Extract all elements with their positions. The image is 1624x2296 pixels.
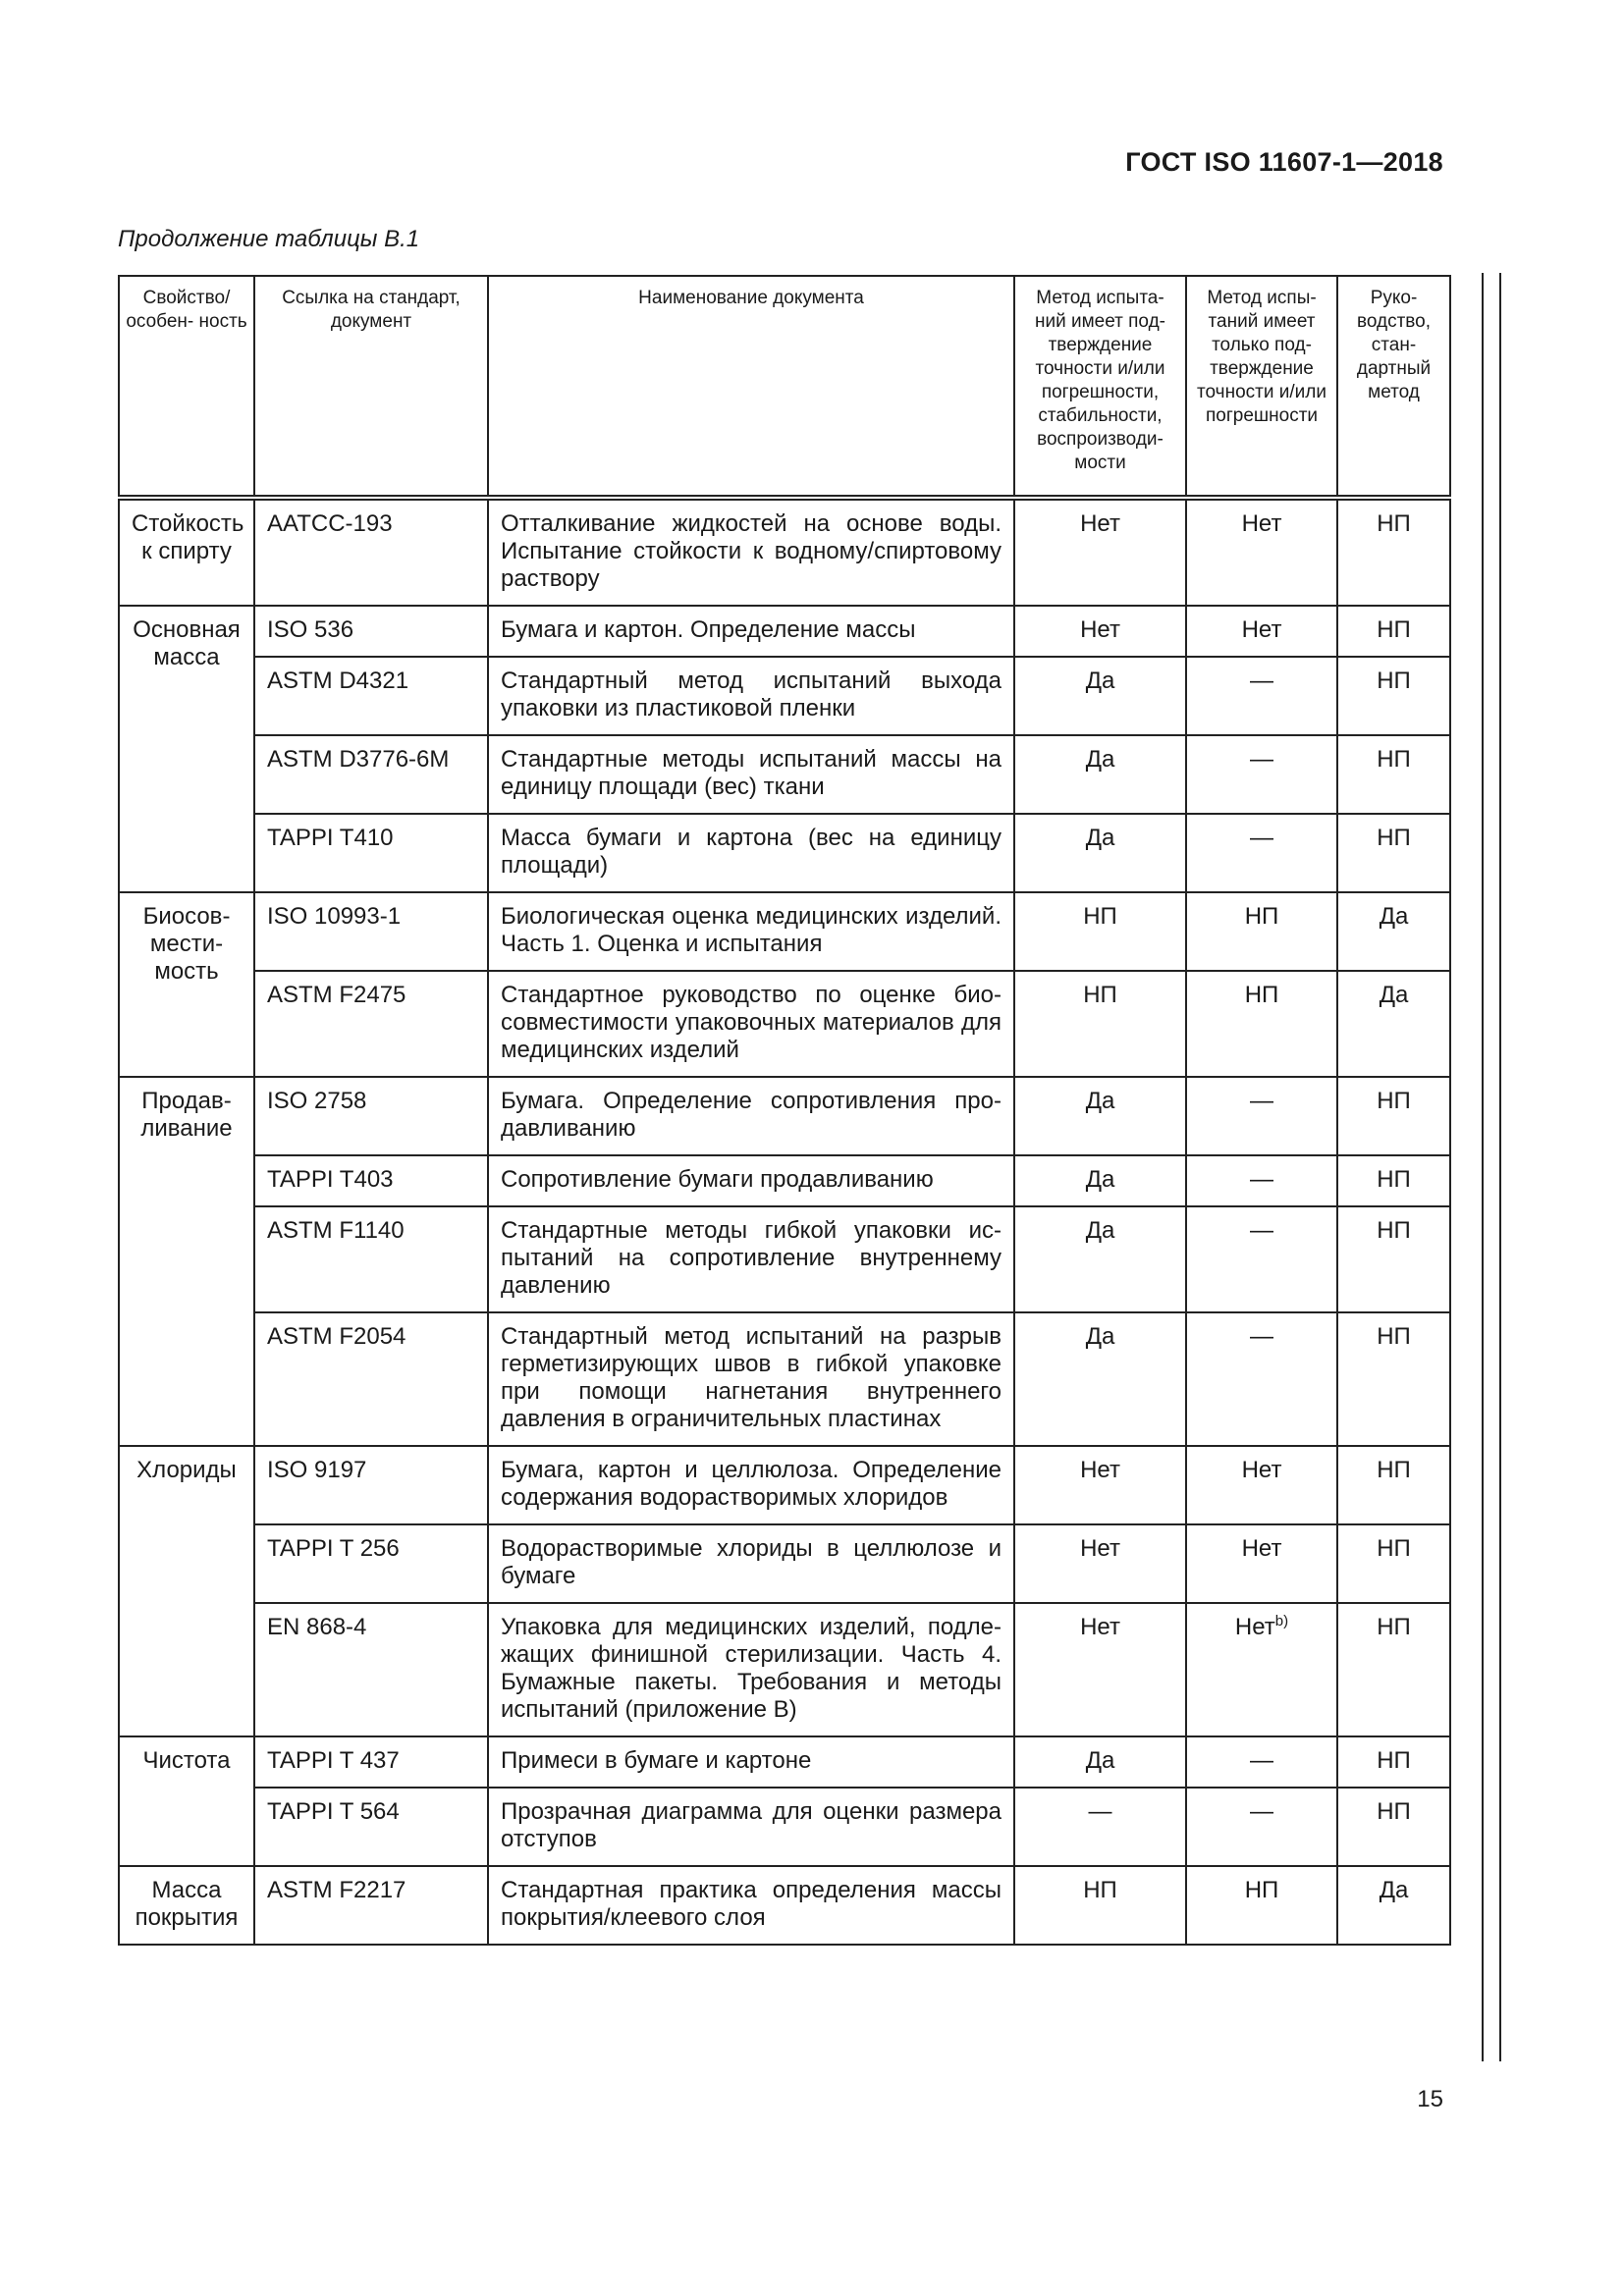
guide-method-cell: НП bbox=[1337, 814, 1450, 892]
table-row bbox=[119, 657, 1450, 735]
precision-only-cell bbox=[1186, 1788, 1337, 1866]
full-validation-cell: Да bbox=[1014, 735, 1186, 814]
standard-reference-cell: TAPPI T 256 bbox=[254, 1524, 488, 1603]
precision-only-value: НП bbox=[1244, 1877, 1279, 1903]
column-header-guide: Руко- водство, стан- дартный метод bbox=[1337, 276, 1450, 498]
guide-method-cell: НП bbox=[1337, 1788, 1450, 1866]
document-name-cell: Примеси в бумаге и картоне bbox=[488, 1736, 1014, 1788]
document-name-cell: Стандартные методы гибкой упаковки испытаний на сопротивление внутреннему давлению bbox=[488, 1206, 1014, 1312]
table-row bbox=[119, 1312, 1450, 1446]
footnote-marker: b) bbox=[1274, 1613, 1289, 1629]
guide-method-cell: НП bbox=[1337, 1446, 1450, 1524]
column-header-full-validation: Метод испыта- ний имеет под- тверждение точности и/или погрешности, стабильности, воспроизводи- мости bbox=[1014, 276, 1186, 498]
precision-only-value: — bbox=[1250, 825, 1273, 851]
precision-only-value: НП bbox=[1244, 903, 1279, 930]
precision-only-cell bbox=[1186, 1206, 1337, 1312]
document-name-cell: Стандартное руководство по оценке биосовместимости упаковочных материалов для медицинских изделий bbox=[488, 971, 1014, 1077]
full-validation-cell: — bbox=[1014, 1788, 1186, 1866]
table-row bbox=[119, 814, 1450, 892]
standard-reference-cell: TAPPI T 564 bbox=[254, 1788, 488, 1866]
table-header-row bbox=[119, 276, 1450, 498]
full-validation-cell: НП bbox=[1014, 1866, 1186, 1945]
property-cell: Стойкость к спирту bbox=[119, 498, 254, 606]
standard-reference-cell: ASTM F2054 bbox=[254, 1312, 488, 1446]
full-validation-cell: Да bbox=[1014, 1077, 1186, 1155]
property-cell: Продавливание bbox=[119, 1077, 254, 1446]
table-row bbox=[119, 971, 1450, 1077]
column-header-document-name: Наименование документа bbox=[488, 276, 1014, 498]
precision-only-value: НП bbox=[1244, 982, 1279, 1008]
precision-only-cell bbox=[1186, 657, 1337, 735]
margin-rule-left bbox=[1482, 273, 1484, 2061]
table-row bbox=[119, 1603, 1450, 1736]
document-name-cell: Отталкивание жидкостей на основе воды. Испытание стойкости к водному/спиртовому раствору bbox=[488, 498, 1014, 606]
document-name-cell: Водорастворимые хлориды в целлюлозе и бумаге bbox=[488, 1524, 1014, 1603]
document-name-cell: Прозрачная диаграмма для оценки размера отступов bbox=[488, 1788, 1014, 1866]
standard-reference-cell: AATCC-193 bbox=[254, 498, 488, 606]
precision-only-cell bbox=[1186, 971, 1337, 1077]
precision-only-value: Нет bbox=[1241, 1457, 1282, 1483]
guide-method-cell: НП bbox=[1337, 1155, 1450, 1206]
standard-designation: ГОСТ ISO 11607-1—2018 bbox=[1125, 147, 1443, 177]
full-validation-cell: Нет bbox=[1014, 606, 1186, 657]
precision-only-cell bbox=[1186, 606, 1337, 657]
table-row bbox=[119, 1446, 1450, 1524]
table-row bbox=[119, 892, 1450, 971]
document-name-cell: Биологическая оценка медицинских изделий. Часть 1. Оценка и испытания bbox=[488, 892, 1014, 971]
page-number: 15 bbox=[1417, 2086, 1443, 2112]
precision-only-cell bbox=[1186, 1155, 1337, 1206]
full-validation-cell: Да bbox=[1014, 1206, 1186, 1312]
document-name-cell: Стандартная практика определения массы покрытия/клеевого слоя bbox=[488, 1866, 1014, 1945]
standard-reference-cell: TAPPI T410 bbox=[254, 814, 488, 892]
precision-only-value: — bbox=[1250, 1798, 1273, 1825]
precision-only-value: — bbox=[1250, 667, 1273, 694]
property-cell: Хлориды bbox=[119, 1446, 254, 1736]
table-row bbox=[119, 606, 1450, 657]
precision-only-cell bbox=[1186, 735, 1337, 814]
guide-method-cell: НП bbox=[1337, 1206, 1450, 1312]
standard-reference-cell: ASTM D3776-6M bbox=[254, 735, 488, 814]
document-name-cell: Стандартный метод испытаний на разрыв герметизирующих швов в гибкой упаковке при помощи нагнетания внутреннего давления в ограничительных пластинах bbox=[488, 1312, 1014, 1446]
precision-only-value: Нет bbox=[1241, 510, 1282, 537]
precision-only-cell bbox=[1186, 1736, 1337, 1788]
precision-only-cell bbox=[1186, 892, 1337, 971]
table-row bbox=[119, 1077, 1450, 1155]
precision-only-cell bbox=[1186, 1446, 1337, 1524]
guide-method-cell: НП bbox=[1337, 1603, 1450, 1736]
full-validation-cell: НП bbox=[1014, 892, 1186, 971]
guide-method-cell: Да bbox=[1337, 892, 1450, 971]
table-row bbox=[119, 735, 1450, 814]
precision-only-cell bbox=[1186, 1524, 1337, 1603]
guide-method-cell: НП bbox=[1337, 1077, 1450, 1155]
full-validation-cell: Да bbox=[1014, 814, 1186, 892]
full-validation-cell: Нет bbox=[1014, 1603, 1186, 1736]
guide-method-cell: НП bbox=[1337, 606, 1450, 657]
precision-only-value: Нет bbox=[1234, 1614, 1275, 1640]
standard-reference-cell: ASTM D4321 bbox=[254, 657, 488, 735]
precision-only-cell bbox=[1186, 1077, 1337, 1155]
standard-reference-cell: ISO 9197 bbox=[254, 1446, 488, 1524]
guide-method-cell: НП bbox=[1337, 657, 1450, 735]
precision-only-cell bbox=[1186, 1603, 1337, 1736]
standard-reference-cell: ASTM F1140 bbox=[254, 1206, 488, 1312]
guide-method-cell: Да bbox=[1337, 971, 1450, 1077]
full-validation-cell: Нет bbox=[1014, 498, 1186, 606]
document-name-cell: Масса бумаги и картона (вес на единицу площади) bbox=[488, 814, 1014, 892]
guide-method-cell: НП bbox=[1337, 1312, 1450, 1446]
table-row bbox=[119, 1866, 1450, 1945]
column-header-property: Свойство/ особен- ность bbox=[119, 276, 254, 498]
table-continuation-caption: Продолжение таблицы В.1 bbox=[118, 226, 420, 252]
margin-rule-right bbox=[1499, 273, 1501, 2061]
document-name-cell: Бумага, картон и целлюлоза. Определение содержания водорастворимых хлоридов bbox=[488, 1446, 1014, 1524]
document-name-cell: Бумага и картон. Определение массы bbox=[488, 606, 1014, 657]
document-name-cell: Стандартный метод испытаний выхода упаковки из пластиковой пленки bbox=[488, 657, 1014, 735]
standard-reference-cell: ASTM F2217 bbox=[254, 1866, 488, 1945]
full-validation-cell: Да bbox=[1014, 1155, 1186, 1206]
full-validation-cell: Нет bbox=[1014, 1524, 1186, 1603]
table-row bbox=[119, 1736, 1450, 1788]
document-name-cell: Сопротивление бумаги продавливанию bbox=[488, 1155, 1014, 1206]
document-name-cell: Стандартные методы испытаний массы на единицу площади (вес) ткани bbox=[488, 735, 1014, 814]
table-row bbox=[119, 1206, 1450, 1312]
precision-only-cell bbox=[1186, 498, 1337, 606]
precision-only-value: — bbox=[1250, 1217, 1273, 1244]
guide-method-cell: НП bbox=[1337, 1736, 1450, 1788]
standards-table bbox=[118, 275, 1451, 1946]
precision-only-value: — bbox=[1250, 1747, 1273, 1774]
table-row bbox=[119, 1155, 1450, 1206]
document-name-cell: Упаковка для медицинских изделий, подлежащих финишной стерилизации. Часть 4. Бумажные пакеты. Требования и методы испытаний (приложение B) bbox=[488, 1603, 1014, 1736]
guide-method-cell: НП bbox=[1337, 735, 1450, 814]
full-validation-cell: Нет bbox=[1014, 1446, 1186, 1524]
precision-only-cell bbox=[1186, 1312, 1337, 1446]
table-row bbox=[119, 1524, 1450, 1603]
guide-method-cell: НП bbox=[1337, 498, 1450, 606]
property-cell: Чистота bbox=[119, 1736, 254, 1866]
guide-method-cell: Да bbox=[1337, 1866, 1450, 1945]
precision-only-cell bbox=[1186, 814, 1337, 892]
precision-only-value: — bbox=[1250, 1088, 1273, 1114]
column-header-precision-only: Метод испы- таний имеет только под- тверждение точности и/или погрешности bbox=[1186, 276, 1337, 498]
column-header-reference: Ссылка на стандарт, документ bbox=[254, 276, 488, 498]
standard-reference-cell: TAPPI T403 bbox=[254, 1155, 488, 1206]
full-validation-cell: Да bbox=[1014, 1736, 1186, 1788]
table-row bbox=[119, 1788, 1450, 1866]
full-validation-cell: НП bbox=[1014, 971, 1186, 1077]
full-validation-cell: Да bbox=[1014, 657, 1186, 735]
table-row bbox=[119, 498, 1450, 606]
full-validation-cell: Да bbox=[1014, 1312, 1186, 1446]
standard-reference-cell: ISO 2758 bbox=[254, 1077, 488, 1155]
guide-method-cell: НП bbox=[1337, 1524, 1450, 1603]
property-cell: Основная масса bbox=[119, 606, 254, 892]
property-cell: Масса покрытия bbox=[119, 1866, 254, 1945]
standard-reference-cell: ISO 10993-1 bbox=[254, 892, 488, 971]
standard-reference-cell: EN 868-4 bbox=[254, 1603, 488, 1736]
document-name-cell: Бумага. Определение сопротивления продавливанию bbox=[488, 1077, 1014, 1155]
precision-only-value: — bbox=[1250, 1166, 1273, 1193]
precision-only-value: — bbox=[1250, 1323, 1273, 1350]
precision-only-cell bbox=[1186, 1866, 1337, 1945]
property-cell: Биосовместимость bbox=[119, 892, 254, 1077]
precision-only-value: — bbox=[1250, 746, 1273, 773]
precision-only-value: Нет bbox=[1241, 1535, 1282, 1562]
standard-reference-cell: ASTM F2475 bbox=[254, 971, 488, 1077]
standard-reference-cell: ISO 536 bbox=[254, 606, 488, 657]
standard-reference-cell: TAPPI T 437 bbox=[254, 1736, 488, 1788]
precision-only-value: Нет bbox=[1241, 616, 1282, 643]
